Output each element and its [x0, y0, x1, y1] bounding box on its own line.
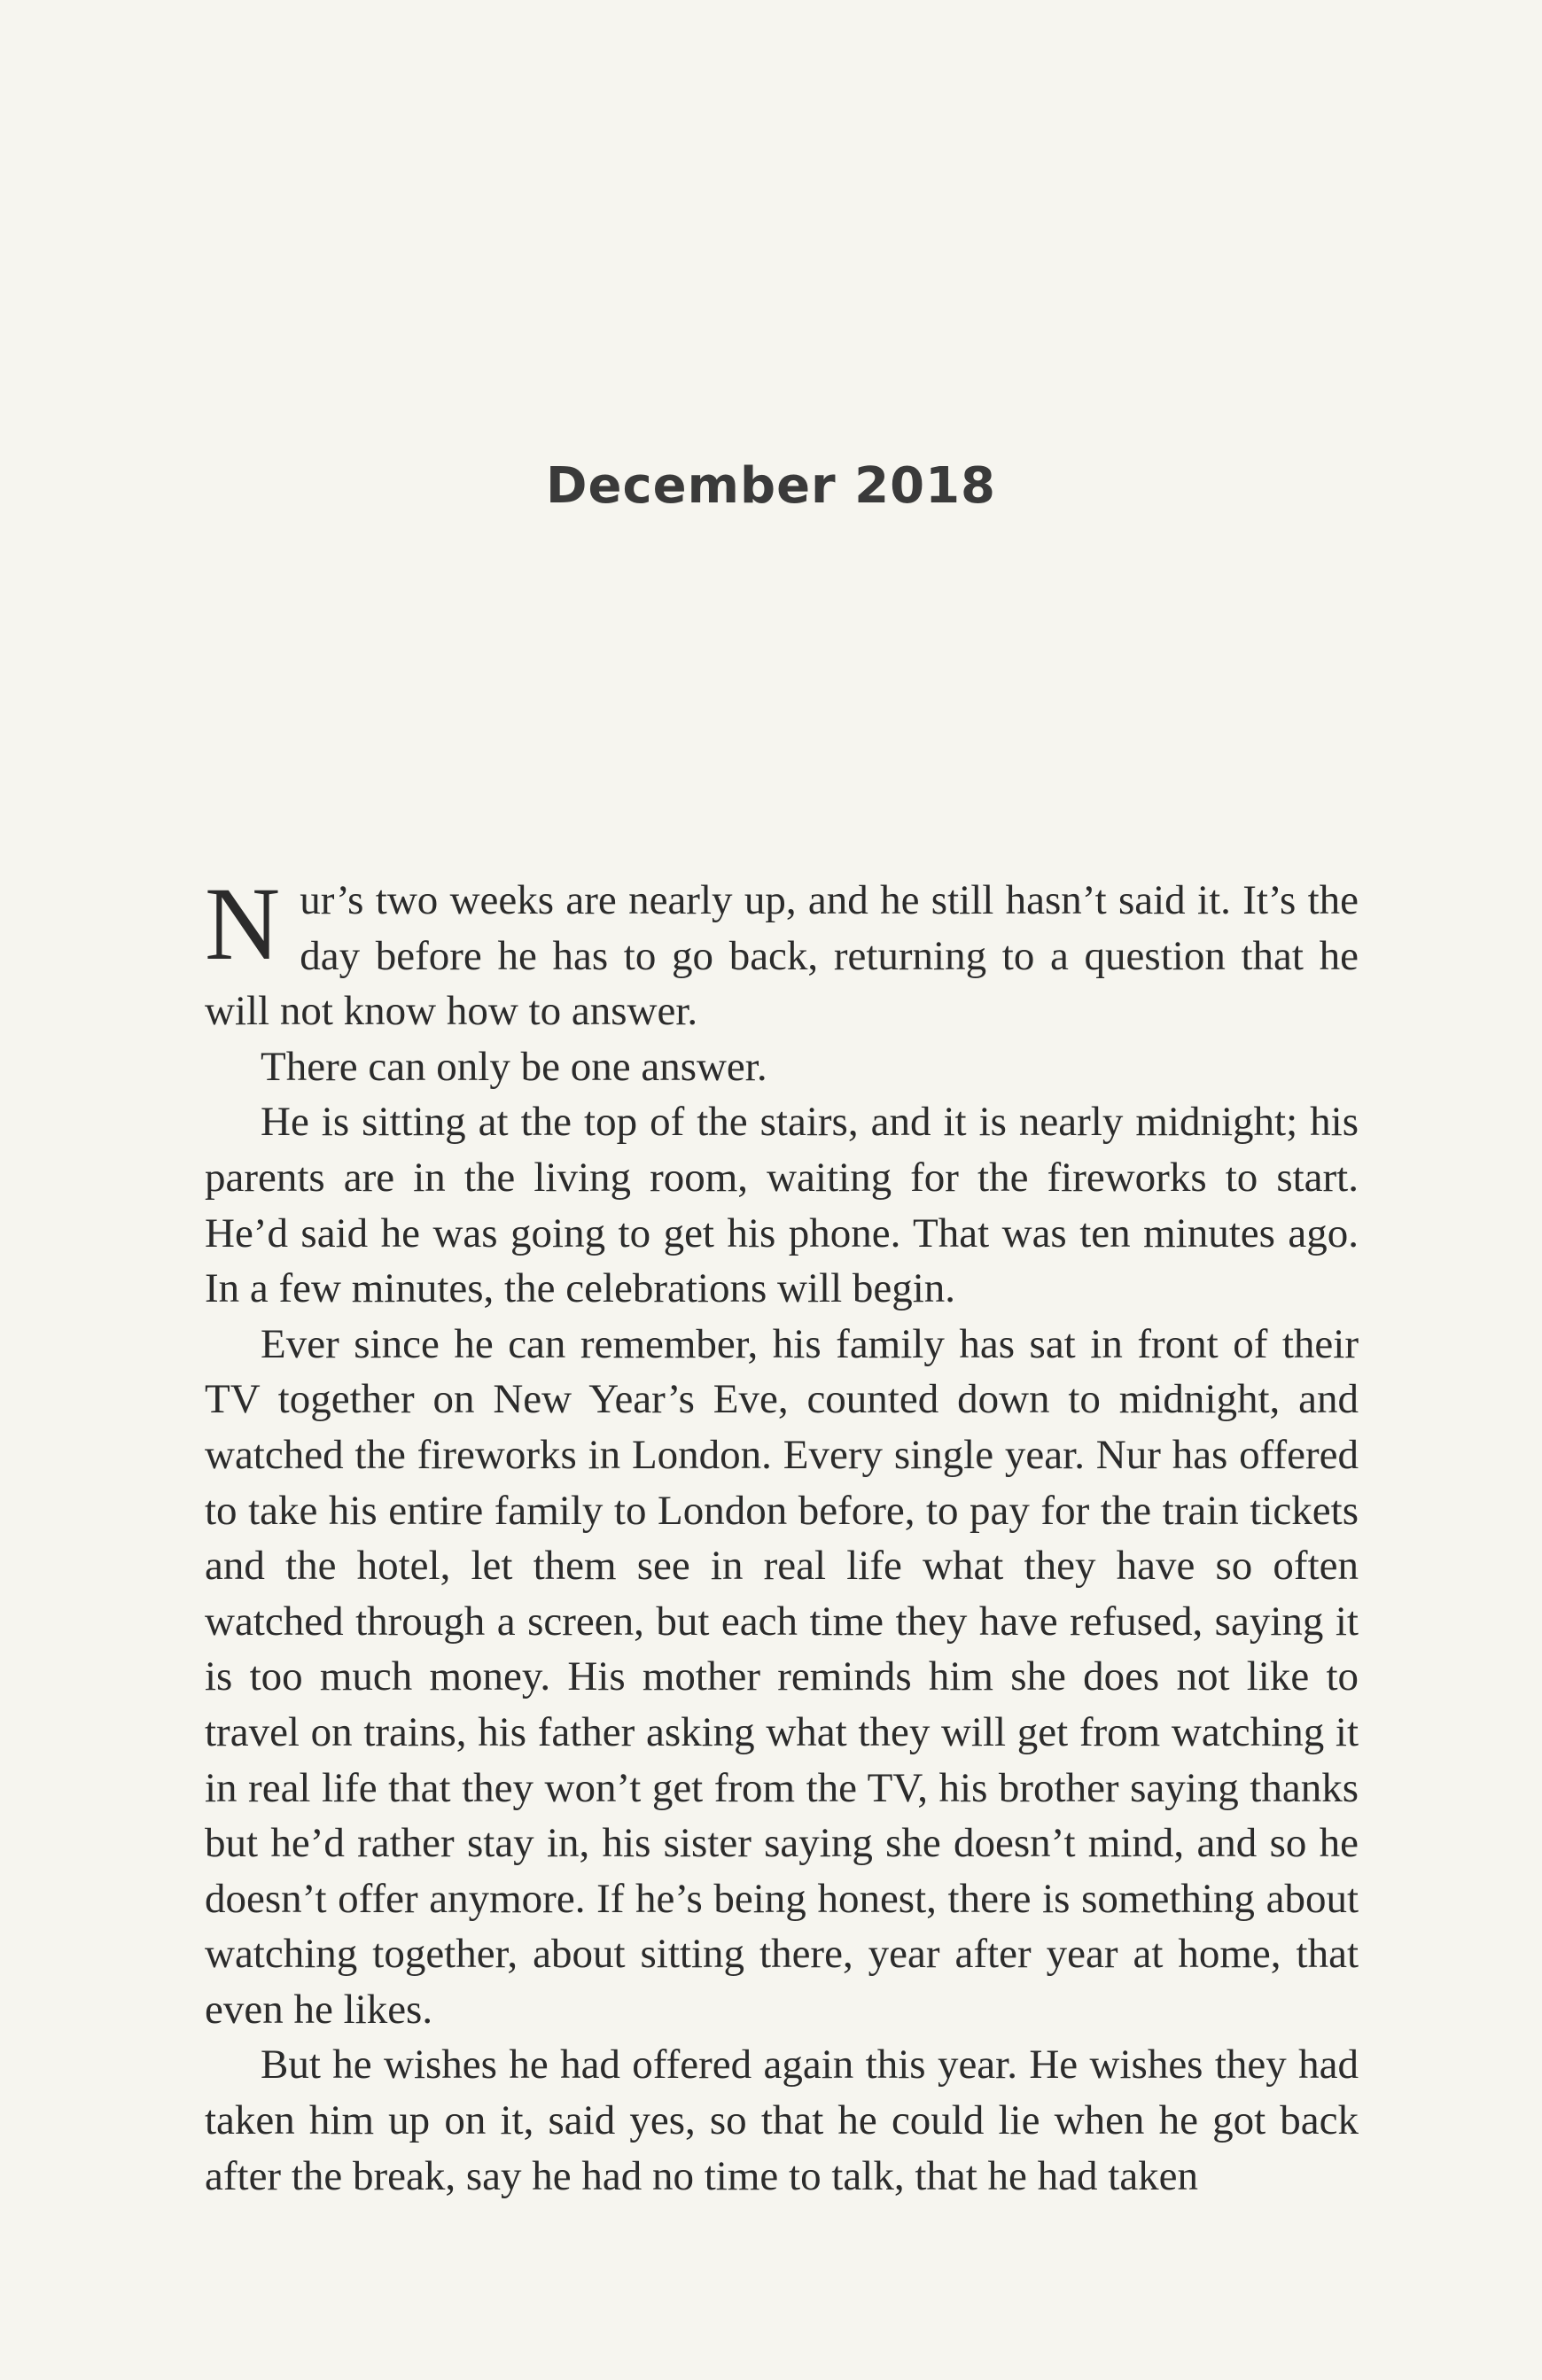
paragraph-1 [205, 866, 1359, 1039]
paragraph-1-text: ur’s two weeks are nearly up, and he still hasn’t said it. It’s the day before he has to go back, returning to a question that he will not know how to answer. [205, 877, 1359, 1035]
body-text [205, 866, 1359, 2204]
paragraph-3: He is sitting at the top of the stairs, and it is nearly midnight; his parents are in the living room, waiting for the fireworks to start. He’d said he was going to get his phone. That was ten minutes ago. In a few minutes, the celebrations will begin. [205, 1099, 1359, 1312]
paragraph-5: But he wishes he had offered again this year. He wishes they had taken him up on it, said yes, so that he could lie when he got back after the break, say he had no time to talk, that he had taken [205, 2042, 1359, 2199]
paragraph-2: There can only be one answer. [261, 1043, 767, 1090]
chapter-title: December 2018 [545, 456, 997, 515]
paragraph-4: Ever since he can remember, his family has sat in front of their TV together on New Year’s Eve, counted down to midnight, and watched the fireworks in London. Every single year. Nur has offered to take his entire family to London before, to pay for the train tickets and the hotel, let them see in real life what they have so often watched through a screen, but each time they have refused, saying it is too much money. His mother reminds him she does not like to travel on trains, his father asking what they will get from watching it in real life that they won’t get from the TV, his brother saying thanks but he’d rather stay in, his sister saying she doesn’t mind, and so he doesn’t offer anymore. If he’s being honest, there is something about watching together, about sitting there, year after year at home, that even he likes. [205, 1320, 1359, 2033]
drop-cap: N [205, 866, 281, 982]
